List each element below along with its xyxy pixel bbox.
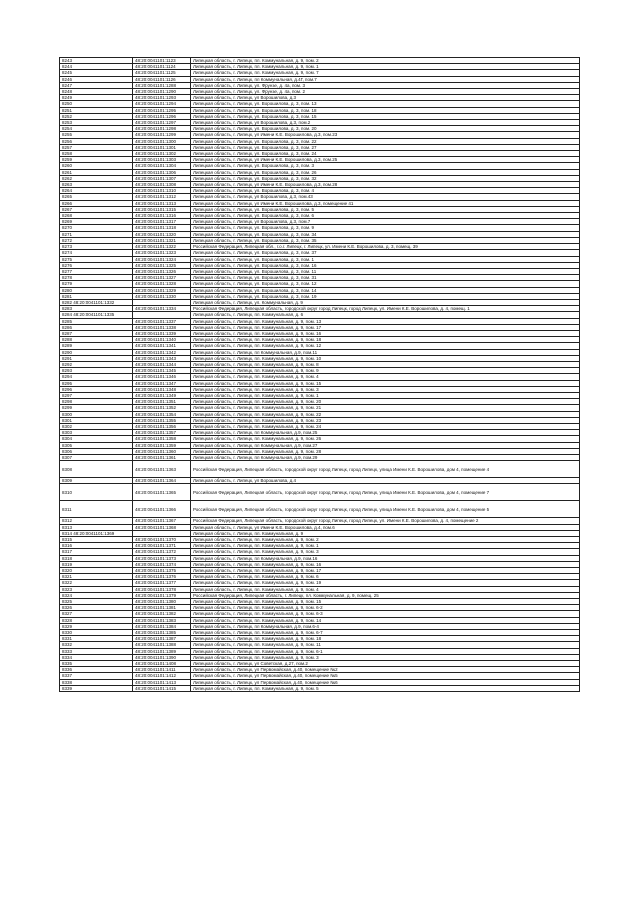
cadastral-number-cell: 48:20:0041101:1349 <box>133 392 191 398</box>
cadastral-number-cell: 48:20:0041101:1317 <box>133 219 191 225</box>
row-number-cell: 8281 <box>60 293 133 299</box>
address-cell: Липецкая область, г. Липецк, пл. Коммунальная, д. 9, пом. 16 <box>191 330 580 336</box>
address-cell: Липецкая область, г. Липецк, ул. Ворошилова, д. 3, пом. 26 <box>191 169 580 175</box>
row-number-cell: 8317 <box>60 549 133 555</box>
address-cell: Липецкая область, г. Липецк, пл. Коммунальная, д. 9, пом. 18 <box>191 636 580 642</box>
cadastral-number-cell: 48:20:0041101:1328 <box>133 281 191 287</box>
address-cell: Липецкая область, г. Липецк, пл. Коммунальная, д. 9, пом. 6 <box>191 574 580 580</box>
row-number-cell: 8332 <box>60 642 133 648</box>
row-number-cell: 8299 <box>60 405 133 411</box>
table-body <box>60 58 580 692</box>
cadastral-number-cell: 48:20:0041101:1383 <box>133 617 191 623</box>
cadastral-number-cell: 48:20:0041101:1384 <box>133 623 191 629</box>
row-number-cell: 8265 <box>60 194 133 200</box>
address-cell: Липецкая область, г. Липецк, ул. Ворошилова, д. 3, пом. 35 <box>191 237 580 243</box>
cadastral-number-cell: 48:20:0041101:1382 <box>133 611 191 617</box>
cadastral-number-cell: 48:20:0041101:1337 <box>133 318 191 324</box>
row-number-cell: 8325 <box>60 599 133 605</box>
cadastral-number-cell: 48:20:0041101:1295 <box>133 107 191 113</box>
row-number-cell: 8288 <box>60 337 133 343</box>
row-number-cell: 8266 <box>60 200 133 206</box>
address-cell: Липецкая область, г. Липецк, ул. Ворошилова, д. 3, пом. 6 <box>191 213 580 219</box>
cadastral-number-cell: 48:20:0041101:1308 <box>133 182 191 188</box>
address-cell: Липецкая область, г. Липецк, ул. Ворошилова, д. 3, пом. 20 <box>191 126 580 132</box>
row-number-cell: 8249 <box>60 95 133 101</box>
address-cell: Российская Федерация, Липецкая область, городской округ город Липецк, город Липецк, улица Имени К.Е. Ворошилова, дом 4, помещение 5 <box>191 501 580 518</box>
cadastral-number-cell: 48:20:0041101:1123 <box>133 58 191 64</box>
row-number-cell: 8309 <box>60 478 133 484</box>
address-cell: Липецкая область, г. Липецк, пл. Коммунальная, д. 9, пом. 7 <box>191 70 580 76</box>
address-cell: Липецкая область, г. Липецк, ул Первомайская, д.40, помещение №5 <box>191 673 580 679</box>
cadastral-number-cell: 48:20:0041101:1373 <box>133 555 191 561</box>
address-cell: Липецкая область, г. Липецк, ул. Ворошилова, д. 3, пом. 11 <box>191 268 580 274</box>
cadastral-number-cell: 48:20:0041101:1340 <box>133 337 191 343</box>
cadastral-number-cell: 48:20:0041101:1303 <box>133 157 191 163</box>
cadastral-number-cell: 48:20:0041101:1321 <box>133 237 191 243</box>
cadastral-number-cell: 48:20:0041101:1288 <box>133 82 191 88</box>
row-number-cell: 8337 <box>60 673 133 679</box>
cadastral-number-cell: 48:20:0041101:1338 <box>133 324 191 330</box>
cadastral-number-cell: 48:20:0041101:1381 <box>133 605 191 611</box>
cadastral-number-cell: 48:20:0041101:1387 <box>133 636 191 642</box>
address-cell: Липецкая область, г. Липецк, ул Имени К.Е. Ворошилова, д.3, пом.28 <box>191 182 580 188</box>
address-cell: Липецкая область, г. Липецк, ул Имени К.Е. Ворошилова, д.3, помещение 41 <box>191 200 580 206</box>
row-number-cell: 8279 <box>60 281 133 287</box>
row-number-cell: 8316 <box>60 543 133 549</box>
cadastral-number-cell: 48:20:0041101:1415 <box>133 685 191 691</box>
cadastral-number-cell: 48:20:0041101:1361 <box>133 455 191 461</box>
cadastral-number-cell: 48:20:0041101:1354 <box>133 411 191 417</box>
cadastral-number-cell: 48:20:0041101:1368 <box>133 524 191 530</box>
row-number-cell: 8286 <box>60 324 133 330</box>
cadastral-number-cell: 48:20:0041101:1366 <box>133 501 191 518</box>
address-cell: Российская Федерация, Липецкая область, городской округ город Липецк, город Липецк, улица Имени К.Е. Ворошилова, дом 4, помещение 4 <box>191 461 580 478</box>
address-cell: Липецкая область, г. Липецк, пл. Коммунальная, д. 9, пом. 9 <box>191 368 580 374</box>
address-cell: Липецкая область, г. Липецк, ул Ворошилова, д.4 <box>191 478 580 484</box>
row-number-cell: 8314 48:20:0041101:1369 <box>60 530 133 536</box>
row-number-cell: 8251 <box>60 107 133 113</box>
row-number-cell: 8318 <box>60 555 133 561</box>
row-number-cell: 8295 <box>60 380 133 386</box>
row-number-cell: 8303 <box>60 430 133 436</box>
row-number-cell: 8326 <box>60 605 133 611</box>
cadastral-number-cell: 48:20:0041101:1380 <box>133 599 191 605</box>
address-cell: Липецкая область, г. Липецк, пл. Коммунальная, д. 9, пом. 24 <box>191 423 580 429</box>
row-number-cell: 8291 <box>60 355 133 361</box>
row-number-cell: 8319 <box>60 561 133 567</box>
cadastral-number-cell: 48:20:0041101:1124 <box>133 64 191 70</box>
row-number-cell: 8262 <box>60 175 133 181</box>
row-number-cell: 8328 <box>60 617 133 623</box>
address-cell: Липецкая область, г. Липецк, ул Первомайская, д.40, помещение №6 <box>191 679 580 685</box>
cadastral-number-cell: 48:20:0041101:1344 <box>133 361 191 367</box>
cadastral-number-cell: 48:20:0041101:1297 <box>133 120 191 126</box>
row-number-cell: 8254 <box>60 126 133 132</box>
row-number-cell: 8283 <box>60 306 133 312</box>
cadastral-number-cell: 48:20:0041101:1325 <box>133 262 191 268</box>
row-number-cell: 8297 <box>60 392 133 398</box>
cadastral-number-cell: 48:20:0041101:1334 <box>133 306 191 312</box>
address-cell: Липецкая область, г. Липецк, ул. Фрунзе, д. 4а, пом. 2 <box>191 89 580 95</box>
address-cell: Липецкая область, г. Липецк, пл. Коммунальная, д. 9, пом. 1 <box>191 543 580 549</box>
address-cell: Липецкая область, г. Липецк, пл. Коммунальная, д. 9, пом. 11 <box>191 642 580 648</box>
row-number-cell: 8296 <box>60 386 133 392</box>
cadastral-number-cell: 48:20:0041101:1294 <box>133 101 191 107</box>
cadastral-number-cell: 48:20:0041101:1363 <box>133 461 191 478</box>
row-number-cell: 8321 <box>60 574 133 580</box>
row-number-cell: 8284 48:20:0041101:1335 <box>60 312 133 318</box>
row-number-cell: 8322 <box>60 580 133 586</box>
row-number-cell: 8269 <box>60 219 133 225</box>
row-number-cell: 8261 <box>60 169 133 175</box>
cadastral-number-cell: 48:20:0041101:1389 <box>133 648 191 654</box>
address-cell: Липецкая область, г. Липецк, пл Коммунальная, д.9, пом.27 <box>191 442 580 448</box>
cadastral-number-cell: 48:20:0041101:1324 <box>133 256 191 262</box>
cadastral-number-cell: 48:20:0041101:1348 <box>133 386 191 392</box>
cadastral-number-cell: 48:20:0041101:1306 <box>133 169 191 175</box>
cadastral-number-cell: 48:20:0041101:1376 <box>133 574 191 580</box>
address-cell: Липецкая область, г. Липецк, ул. Ворошилова, д. 3, пом. 19 <box>191 293 580 299</box>
address-cell: Липецкая область, г. Липецк, пл. Коммунальная, д. 9, пом. 5 <box>191 685 580 691</box>
cadastral-number-cell: 48:20:0041101:1345 <box>133 368 191 374</box>
row-number-cell: 8324 <box>60 592 133 598</box>
row-number-cell: 8282 48:20:0041101:1332 <box>60 299 133 305</box>
row-number-cell: 8308 <box>60 461 133 478</box>
address-cell: Липецкая область, г. Липецк, пл. Коммунальная, д. 9, пом. 10 <box>191 355 580 361</box>
row-number-cell: 8323 <box>60 586 133 592</box>
row-number-cell: 8271 <box>60 231 133 237</box>
cadastral-number-cell: 48:20:0041101:1359 <box>133 442 191 448</box>
address-cell: Российская Федерация, Липецкая обл., г.о.г. Липецк, г. Липецк, ул. Имени К.Е. Ворошилова, д. 3, помещ. 39 <box>191 244 580 250</box>
address-cell: Липецкая область, г. Липецк, пл. Коммунальная, д. 9, пом. 4 <box>191 586 580 592</box>
row-number-cell: 8331 <box>60 636 133 642</box>
cadastral-number-cell: 48:20:0041101:1310 <box>133 188 191 194</box>
address-cell: Липецкая область, г. Липецк, пл. Коммунальная, д. 9, пом. 26 <box>191 436 580 442</box>
cadastral-number-cell: 48:20:0041101:1388 <box>133 642 191 648</box>
cadastral-number-cell: 48:20:0041101:1307 <box>133 175 191 181</box>
cadastral-number-cell: 48:20:0041101:1360 <box>133 448 191 454</box>
address-cell: Липецкая область, г. Липецк, ул Имени К.Е. Ворошилова, д.3, пом.23 <box>191 132 580 138</box>
row-number-cell: 8330 <box>60 630 133 636</box>
row-number-cell: 8257 <box>60 144 133 150</box>
cadastral-number-cell: 48:20:0041101:1346 <box>133 374 191 380</box>
address-cell: Липецкая область, г. Липецк, пл. Коммунальная, д. 9, пом. 1 <box>191 392 580 398</box>
cadastral-number-cell: 48:20:0041101:1299 <box>133 132 191 138</box>
address-cell: Липецкая область, г. Липецк, ул. Ворошилова, д. 3, пом. 18 <box>191 107 580 113</box>
row-number-cell: 8277 <box>60 268 133 274</box>
cadastral-number-cell: 48:20:0041101:1347 <box>133 380 191 386</box>
row-number-cell: 8329 <box>60 623 133 629</box>
cadastral-number-cell: 48:20:0041101:1385 <box>133 630 191 636</box>
cadastral-number-cell: 48:20:0041101:1300 <box>133 138 191 144</box>
row-number-cell: 8285 <box>60 318 133 324</box>
row-number-cell: 8298 <box>60 399 133 405</box>
cadastral-number-cell: 48:20:0041101:1365 <box>133 484 191 501</box>
address-cell: Липецкая область, г. Липецк, пл. Коммунальная, д. 9, пом. 21 <box>191 405 580 411</box>
address-cell: Липецкая область, г. Липецк, ул. Ворошилова, д. 3, пом. 14 <box>191 287 580 293</box>
cadastral-number-cell: 48:20:0041101:1312 <box>133 194 191 200</box>
cadastral-number-cell: 48:20:0041101:1329 <box>133 287 191 293</box>
cadastral-number-cell: 48:20:0041101:1377 <box>133 580 191 586</box>
cadastral-number-cell: 48:20:0041101:1371 <box>133 543 191 549</box>
address-cell: Липецкая область, г. Липецк, пл. Коммунальная, д. 6 <box>191 312 580 318</box>
cadastral-number-cell: 48:20:0041101:1339 <box>133 330 191 336</box>
row-number-cell: 8255 <box>60 132 133 138</box>
address-cell: Липецкая область, г. Липецк, ул Ворошилова, д.3, пом.43 <box>191 194 580 200</box>
cadastral-number-cell: 48:20:0041101:1320 <box>133 231 191 237</box>
row-number-cell: 8267 <box>60 206 133 212</box>
address-cell: Липецкая область, г. Липецк, ул. Ворошилова, д. 3, пом. 27 <box>191 144 580 150</box>
row-number-cell: 8339 <box>60 685 133 691</box>
table-row <box>60 501 580 518</box>
cadastral-number-cell: 48:20:0041101:1330 <box>133 293 191 299</box>
row-number-cell: 8310 <box>60 484 133 501</box>
address-cell: Липецкая область, г. Липецк, ул Ворошилова, д.3 <box>191 95 580 101</box>
row-number-cell: 8300 <box>60 411 133 417</box>
address-cell: Липецкая область, г. Липецк, пл. Коммунальная, д. 9, пом. 8 <box>191 361 580 367</box>
row-number-cell: 8275 <box>60 256 133 262</box>
row-number-cell: 8287 <box>60 330 133 336</box>
address-cell: Липецкая область, г. Липецк, пл. Коммунальная, д. 9, пом. 6-2 <box>191 605 580 611</box>
address-cell: Липецкая область, г. Липецк, ул. Ворошилова, д. 3, пом. 4 <box>191 188 580 194</box>
cadastral-number-cell: 48:20:0041101:1356 <box>133 423 191 429</box>
row-number-cell: 8252 <box>60 113 133 119</box>
row-number-cell: 8260 <box>60 163 133 169</box>
cadastral-number-cell: 48:20:0041101:1408 <box>133 661 191 667</box>
address-cell: Липецкая область, г. Липецк, пл Коммунальная, д.9, пом.16 <box>191 555 580 561</box>
property-table <box>59 57 580 692</box>
row-number-cell: 8253 <box>60 120 133 126</box>
cadastral-number-cell: 48:20:0041101:1379 <box>133 592 191 598</box>
address-cell: Липецкая область, г. Липецк, пл. Коммунальная, д. 9, пом. 6-7 <box>191 630 580 636</box>
address-cell: Липецкая область, г. Липецк, пл Коммунальная, д.4Г, пом.7 <box>191 76 580 82</box>
row-number-cell: 8263 <box>60 182 133 188</box>
cadastral-number-cell: 48:20:0041101:1126 <box>133 76 191 82</box>
address-cell: Российская Федерация, Липецкая область, г. Липецк, пл. Коммунальная, д. 9, помещ. 25 <box>191 592 580 598</box>
cadastral-number-cell: 48:20:0041101:1301 <box>133 144 191 150</box>
address-cell: Липецкая область, г. Липецк, ул Первомайская, д.40, помещение №2 <box>191 667 580 673</box>
address-cell: Липецкая область, г. Липецк, ул Ворошилова, д.3, пом.2 <box>191 120 580 126</box>
row-number-cell: 8294 <box>60 374 133 380</box>
address-cell: Липецкая область, г. Липецк, пл. Коммунальная, д. 9, пом. 3 <box>191 549 580 555</box>
address-cell: Липецкая область, г. Липецк, ул. Ворошилова, д. 3, пом. 37 <box>191 250 580 256</box>
address-cell: Липецкая область, г. Липецк, пл. Коммунальная, д. 9, пом. 28 <box>191 448 580 454</box>
address-cell: Липецкая область, г. Липецк, пл. Коммунальная, д. 9, пом. 4 <box>191 374 580 380</box>
cadastral-number-cell: 48:20:0041101:1326 <box>133 268 191 274</box>
address-cell: Липецкая область, г. Липецк, ул. Ворошилова, д. 3, пом. 16 <box>191 262 580 268</box>
cadastral-number-cell: 48:20:0041101:1316 <box>133 213 191 219</box>
cadastral-number-cell: 48:20:0041101:1412 <box>133 673 191 679</box>
address-cell: Липецкая область, г. Липецк, ул Имени К.Е. Ворошилова, д.4, пом.6 <box>191 524 580 530</box>
row-number-cell: 8272 <box>60 237 133 243</box>
row-number-cell: 8312 <box>60 518 133 524</box>
address-cell: Липецкая область, г. Липецк, пл. Коммунальная, д. 9, пом. 14 <box>191 617 580 623</box>
row-number-cell: 8259 <box>60 157 133 163</box>
address-cell: Липецкая область, г. Липецк, пл. Коммунальная, д. 9, пом. 13 <box>191 318 580 324</box>
row-number-cell: 8247 <box>60 82 133 88</box>
row-number-cell: 8311 <box>60 501 133 518</box>
row-number-cell: 8320 <box>60 568 133 574</box>
row-number-cell: 8268 <box>60 213 133 219</box>
address-cell: Липецкая область, г. Липецк, пл. Коммунальная, д. 9 <box>191 530 580 536</box>
address-cell: Липецкая область, г. Липецк, ул. Ворошилова, д. 3, пом. 1 <box>191 256 580 262</box>
address-cell: Липецкая область, г. Липецк, ул. Коммунальная, д. 9 <box>191 299 580 305</box>
address-cell: Липецкая область, г. Липецк, пл. Коммунальная, д. 9, пом. 6-3 <box>191 611 580 617</box>
address-cell: Липецкая область, г. Липецк, пл Коммунальная, д.9, пом.6-4 <box>191 623 580 629</box>
address-cell: Российская Федерация, Липецкая область, городской округ город Липецк, город Липецк, ул. Имени К.Е. Ворошилова, д. 4, помещение 2 <box>191 518 580 524</box>
row-number-cell: 8315 <box>60 537 133 543</box>
table-row <box>60 685 580 691</box>
cadastral-number-cell: 48:20:0041101:1323 <box>133 250 191 256</box>
row-number-cell: 8280 <box>60 287 133 293</box>
address-cell: Липецкая область, г. Липецк, ул. Ворошилова, д. 3, пом. 32 <box>191 175 580 181</box>
address-cell: Липецкая область, г. Липецк, пл. Коммунальная, д. 9, пом. 2 <box>191 537 580 543</box>
cadastral-number-cell: 48:20:0041101:1125 <box>133 70 191 76</box>
address-cell: Липецкая область, г. Липецк, ул Советская, д.27, пом.2 <box>191 661 580 667</box>
address-cell: Липецкая область, г. Липецк, ул. Ворошилова, д. 3, пом. 9 <box>191 225 580 231</box>
address-cell: Липецкая область, г. Липецк, пл Коммунальная, д.9, пом.29 <box>191 455 580 461</box>
address-cell: Липецкая область, г. Липецк, пл. Коммунальная, д. 9, пом. 19 <box>191 580 580 586</box>
address-cell: Липецкая область, г. Липецк, ул Ворошилова, д.3, пом.7 <box>191 219 580 225</box>
row-number-cell: 8246 <box>60 76 133 82</box>
cadastral-number-cell: 48:20:0041101:1318 <box>133 225 191 231</box>
cadastral-number-cell: 48:20:0041101:1296 <box>133 113 191 119</box>
address-cell: Липецкая область, г. Липецк, ул. Ворошилова, д. 3, пом. 22 <box>191 138 580 144</box>
row-number-cell: 8302 <box>60 423 133 429</box>
cadastral-number-cell: 48:20:0041101:1358 <box>133 436 191 442</box>
address-cell: Липецкая область, г. Липецк, пл Коммунальная, д.9, пом.25 <box>191 430 580 436</box>
cadastral-number-cell: 48:20:0041101:1413 <box>133 679 191 685</box>
cadastral-number-cell: 48:20:0041101:1352 <box>133 405 191 411</box>
cadastral-number-cell: 48:20:0041101:1390 <box>133 654 191 660</box>
cadastral-number-cell: 48:20:0041101:1298 <box>133 126 191 132</box>
cadastral-number-cell: 48:20:0041101:1370 <box>133 537 191 543</box>
cadastral-number-cell: 48:20:0041101:1374 <box>133 561 191 567</box>
row-number-cell: 8307 <box>60 455 133 461</box>
cadastral-number-cell: 48:20:0041101:1343 <box>133 355 191 361</box>
address-cell: Липецкая область, г. Липецк, ул. Ворошилова, д. 3, пом. 15 <box>191 113 580 119</box>
address-cell: Липецкая область, г. Липецк, пл. Коммунальная, д. 9, пом. 23 <box>191 417 580 423</box>
table-row <box>60 484 580 501</box>
cadastral-number-cell: 48:20:0041101:1313 <box>133 200 191 206</box>
cadastral-number-cell: 48:20:0041101:1342 <box>133 349 191 355</box>
row-number-cell: 8301 <box>60 417 133 423</box>
cadastral-number-cell: 48:20:0041101:1367 <box>133 518 191 524</box>
cadastral-number-cell: 48:20:0041101:1372 <box>133 549 191 555</box>
row-number-cell: 8276 <box>60 262 133 268</box>
address-cell: Липецкая область, г. Липецк, пл. Коммунальная, д. 9, пом. 12 <box>191 343 580 349</box>
address-cell: Липецкая область, г. Липецк, пл. Коммунальная, д. 9, пом. 1 <box>191 64 580 70</box>
address-cell: Липецкая область, г. Липецк, ул. Ворошилова, д. 3, пом. 3 <box>191 163 580 169</box>
row-number-cell: 8304 <box>60 436 133 442</box>
address-cell: Липецкая область, г. Липецк, ул. Ворошилова, д. 3, пом. 31 <box>191 275 580 281</box>
cadastral-number-cell: 48:20:0041101:1375 <box>133 568 191 574</box>
row-number-cell: 8243 <box>60 58 133 64</box>
address-cell: Российская Федерация, Липецкая область, городской округ город Липецк, город Липецк, улица Имени К.Е. Ворошилова, дом 4, помещение 7 <box>191 484 580 501</box>
row-number-cell: 8313 <box>60 524 133 530</box>
cadastral-number-cell: 48:20:0041101:1364 <box>133 478 191 484</box>
row-number-cell: 8274 <box>60 250 133 256</box>
row-number-cell: 8250 <box>60 101 133 107</box>
address-cell: Липецкая область, г. Липецк, пл. Коммунальная, д. 9, пом. 17 <box>191 568 580 574</box>
row-number-cell: 8338 <box>60 679 133 685</box>
address-cell: Липецкая область, г. Липецк, пл Коммунальная, д.9, пом.11 <box>191 349 580 355</box>
address-cell: Липецкая область, г. Липецк, пл. Коммунальная, д. 9, пом. 16 <box>191 561 580 567</box>
address-cell: Липецкая область, г. Липецк, пл. Коммунальная, д. 9, пом. 17 <box>191 324 580 330</box>
row-number-cell: 8333 <box>60 648 133 654</box>
cadastral-number-cell: 48:20:0041101:1293 <box>133 95 191 101</box>
address-cell: Липецкая область, г. Липецк, ул. Ворошилова, д. 3, пом. 5 <box>191 206 580 212</box>
row-number-cell: 8245 <box>60 70 133 76</box>
row-number-cell: 8278 <box>60 275 133 281</box>
cadastral-number-cell: 48:20:0041101:1357 <box>133 430 191 436</box>
row-number-cell: 8305 <box>60 442 133 448</box>
address-cell: Липецкая область, г. Липецк, пл. Коммунальная, д. 9, пом. 3 <box>191 386 580 392</box>
row-number-cell: 8327 <box>60 611 133 617</box>
address-cell: Липецкая область, г. Липецк, пл. Коммунальная, д. 9, пом. 18 <box>191 337 580 343</box>
row-number-cell: 8335 <box>60 661 133 667</box>
cadastral-number-cell: 48:20:0041101:1327 <box>133 275 191 281</box>
cadastral-number-cell: 48:20:0041101:1302 <box>133 151 191 157</box>
row-number-cell: 8289 <box>60 343 133 349</box>
address-cell: Липецкая область, г. Липецк, пл. Коммунальная, д. 9, пом. 6-1 <box>191 648 580 654</box>
row-number-cell: 8244 <box>60 64 133 70</box>
row-number-cell: 8248 <box>60 89 133 95</box>
row-number-cell: 8264 <box>60 188 133 194</box>
row-number-cell: 8273 <box>60 244 133 250</box>
cadastral-number-cell: 48:20:0041101:1351 <box>133 399 191 405</box>
address-cell: Российская Федерация, Липецкая область, городской округ город Липецк, город Липецк, ул. Имени К.Е. Ворошилова, д. 4, помещ. 1 <box>191 306 580 312</box>
address-cell: Липецкая область, г. Липецк, пл. Коммунальная, д. 9, пом. 15 <box>191 599 580 605</box>
address-cell: Липецкая область, г. Липецк, пл. Коммунальная, д. 9, пом. 2 <box>191 58 580 64</box>
address-cell: Липецкая область, г. Липецк, пл. Коммунальная, д. 9, пом. 3 <box>191 654 580 660</box>
row-number-cell: 8306 <box>60 448 133 454</box>
cadastral-number-cell: 48:20:0041101:1411 <box>133 667 191 673</box>
cadastral-number-cell: 48:20:0041101:1378 <box>133 586 191 592</box>
cadastral-number-cell: 48:20:0041101:1315 <box>133 206 191 212</box>
address-cell: Липецкая область, г. Липецк, ул. Фрунзе, д. 4а, пом. 3 <box>191 82 580 88</box>
address-cell: Липецкая область, г. Липецк, ул. Ворошилова, д. 3, пом. 13 <box>191 101 580 107</box>
cadastral-number-cell: 48:20:0041101:1341 <box>133 343 191 349</box>
row-number-cell: 8270 <box>60 225 133 231</box>
row-number-cell: 8293 <box>60 368 133 374</box>
row-number-cell: 8258 <box>60 151 133 157</box>
address-cell: Липецкая область, г. Липецк, ул Имени К.Е. Ворошилова, д.3, пом.25 <box>191 157 580 163</box>
address-cell: Липецкая область, г. Липецк, пл. Коммунальная, д. 9, пом. 15 <box>191 380 580 386</box>
row-number-cell: 8336 <box>60 667 133 673</box>
cadastral-number-cell: 48:20:0041101:1355 <box>133 417 191 423</box>
cadastral-number-cell: 48:20:0041101:1290 <box>133 89 191 95</box>
row-number-cell: 8292 <box>60 361 133 367</box>
address-cell: Липецкая область, г. Липецк, ул. Ворошилова, д. 3, пом. 24 <box>191 151 580 157</box>
cadastral-number-cell: 48:20:0041101:1322 <box>133 244 191 250</box>
row-number-cell: 8334 <box>60 654 133 660</box>
address-cell: Липецкая область, г. Липецк, ул. Ворошилова, д. 3, пом. 34 <box>191 231 580 237</box>
row-number-cell: 8290 <box>60 349 133 355</box>
address-cell: Липецкая область, г. Липецк, ул. Ворошилова, д. 3, пом. 12 <box>191 281 580 287</box>
row-number-cell: 8256 <box>60 138 133 144</box>
cadastral-number-cell: 48:20:0041101:1304 <box>133 163 191 169</box>
address-cell: Липецкая область, г. Липецк, пл. Коммунальная, д. 9, пом. 22 <box>191 411 580 417</box>
address-cell: Липецкая область, г. Липецк, пл. Коммунальная, д. 9, пом. 20 <box>191 399 580 405</box>
table-row <box>60 461 580 478</box>
